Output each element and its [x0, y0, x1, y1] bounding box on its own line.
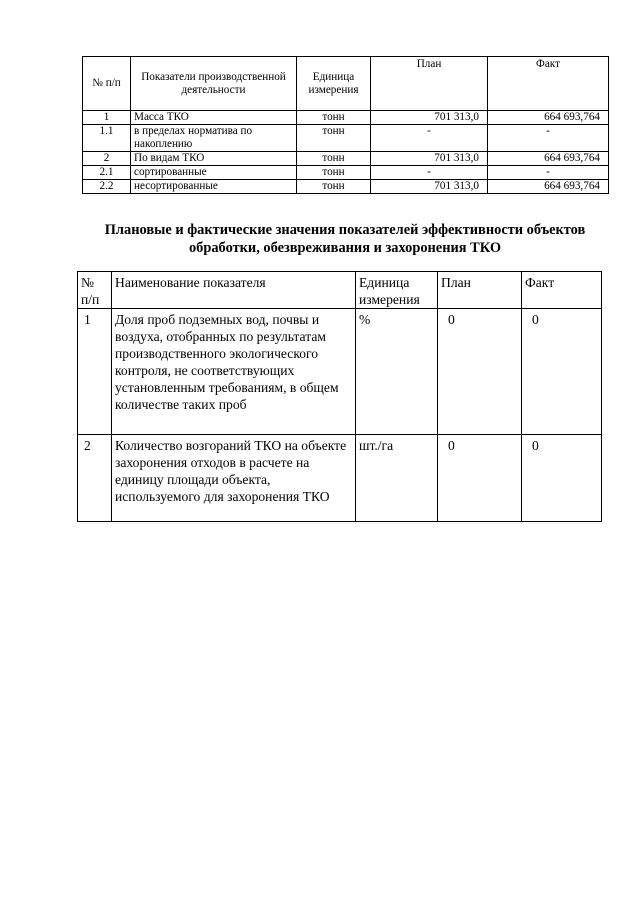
row-unit: тонн — [297, 125, 371, 152]
row-num: 1 — [78, 309, 112, 435]
production-indicators-table — [82, 56, 609, 194]
row-num: 1 — [83, 111, 131, 125]
table-row — [83, 152, 609, 166]
row-name: По видам ТКО — [131, 152, 297, 166]
row-plan: - — [371, 125, 488, 152]
header-num: № п/п — [83, 57, 131, 111]
row-plan: 0 — [438, 435, 522, 522]
row-fact: 0 — [522, 309, 602, 435]
row-num: 2 — [78, 435, 112, 522]
table-row — [83, 166, 609, 180]
efficiency-indicators-table — [77, 271, 602, 522]
row-plan: 701 313,0 — [371, 180, 488, 194]
section-title: Плановые и фактические значения показателей эффективности объектов обработки, обезвреживания и захоронения ТКО — [104, 222, 586, 256]
row-fact: 664 693,764 — [488, 111, 609, 125]
table-header-row — [78, 272, 602, 309]
row-plan: 701 313,0 — [371, 111, 488, 125]
header-unit: Единица измерения — [297, 57, 371, 111]
row-num: 2.1 — [83, 166, 131, 180]
row-fact: - — [488, 166, 609, 180]
header-plan: План — [371, 57, 488, 111]
header-fact: Факт — [522, 272, 602, 309]
header-num: № п/п — [78, 272, 112, 309]
table-row — [78, 309, 602, 435]
row-num: 2.2 — [83, 180, 131, 194]
row-unit: тонн — [297, 111, 371, 125]
row-fact: 664 693,764 — [488, 180, 609, 194]
row-name: Доля проб подземных вод, почвы и воздуха, отобранных по результатам производственного экологического контроля, не соответствующих установленным требованиям, в общем количестве таких проб — [112, 309, 356, 435]
row-fact: 0 — [522, 435, 602, 522]
row-plan: - — [371, 166, 488, 180]
row-unit: тонн — [297, 152, 371, 166]
row-plan: 0 — [438, 309, 522, 435]
row-unit: % — [356, 309, 438, 435]
row-num: 1.1 — [83, 125, 131, 152]
row-fact: 664 693,764 — [488, 152, 609, 166]
row-name: Масса ТКО — [131, 111, 297, 125]
row-num: 2 — [83, 152, 131, 166]
row-plan: 701 313,0 — [371, 152, 488, 166]
header-name: Наименование показателя — [112, 272, 356, 309]
row-name: Количество возгораний ТКО на объекте захоронения отходов в расчете на единицу площади объекта, используемого для захоронения ТКО — [112, 435, 356, 522]
table-row — [83, 111, 609, 125]
header-plan: План — [438, 272, 522, 309]
row-unit: шт./га — [356, 435, 438, 522]
row-unit: тонн — [297, 180, 371, 194]
table-row — [83, 125, 609, 152]
row-name: сортированные — [131, 166, 297, 180]
header-indicator: Показатели производственной деятельности — [131, 57, 297, 111]
header-fact: Факт — [488, 57, 609, 111]
row-fact: - — [488, 125, 609, 152]
table-row — [78, 435, 602, 522]
table-header-row — [83, 57, 609, 111]
header-unit: Единица измерения — [356, 272, 438, 309]
row-name: несортированные — [131, 180, 297, 194]
row-name: в пределах норматива по накоплению — [131, 125, 297, 152]
row-unit: тонн — [297, 166, 371, 180]
table-row — [83, 180, 609, 194]
